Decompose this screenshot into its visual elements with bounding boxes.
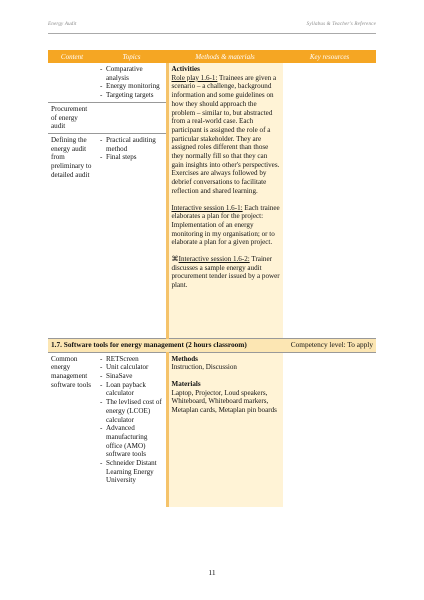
topics-cell <box>96 133 167 338</box>
table-header-row <box>48 50 376 63</box>
topic-item: - Targeting targets <box>99 91 163 100</box>
running-header-left: Energy Audit <box>48 22 77 27</box>
topic-item: - Loan payback calculator <box>99 381 163 398</box>
roleplay-paragraph <box>172 74 281 196</box>
materials-text: Laptop, Projector, Loud speakers, Whiteboard, Whiteboard markers, Metaplan cards, Metaplan pin boards <box>171 388 277 415</box>
header-topics: Topics <box>96 50 167 63</box>
section-heading-row <box>48 338 376 352</box>
header-rule <box>48 33 376 34</box>
content-cell: Procurement of energy audit <box>48 102 96 133</box>
activities-title: Activities <box>171 65 200 73</box>
command-icon: ⌘ <box>171 255 179 264</box>
topic-item: - Energy monitoring <box>99 82 163 91</box>
topic-item: - The levlised cost of energy (LCOE) calculator <box>99 398 163 424</box>
methods-cell <box>167 63 283 338</box>
header-methods: Methods & materials <box>167 50 283 63</box>
topics-cell <box>96 63 167 102</box>
key-resources-cell <box>283 352 376 507</box>
content-cell <box>48 63 96 102</box>
competency-level: Competency level: To apply <box>283 338 376 352</box>
topic-item: - Comparative analysis <box>99 65 163 82</box>
session2-paragraph <box>172 255 281 290</box>
topics-cell <box>96 352 167 507</box>
topic-item: - Unit calculator <box>99 363 163 372</box>
page-number: 11 <box>208 568 216 577</box>
topic-item: - Advanced manufacturing office (AMO) software tools <box>99 424 163 459</box>
key-resources-cell <box>283 63 376 338</box>
roleplay-text: Trainees are given a scenario – a challenge, background information and some guidelines on how they should approach the problem – similar to, but abstracted from a real-world case. Each participant is assigned the role of a particular stakeholder. They are assigned roles different than those they normally fill so that they can gain insights into other's perspectives. Exercises are always followed by debrief conversations to facilitate reflection and shared learning. <box>171 73 280 195</box>
session2-link: Interactive session 1.6-2: <box>178 255 250 264</box>
running-header-right: Syllabus & Teacher's Reference <box>306 22 376 27</box>
table-row <box>48 63 376 102</box>
materials-title: Materials <box>171 380 201 389</box>
session1-link: Interactive session 1.6-1: <box>171 203 243 212</box>
session2-text: Trainer discusses a sample energy audit procurement tender issued by a power plant. <box>171 255 280 290</box>
topic-item: - Schneider Distant Learning Energy University <box>99 459 163 485</box>
topic-item: - Final steps <box>99 153 163 162</box>
topic-item: - Practical auditing method <box>99 136 163 153</box>
session1-text: Each trainee elaborates a plan for the project: Implementation of an energy monitoring in my organisation; or to elaborate a plan for a given project. <box>171 203 280 247</box>
table-row <box>48 352 376 507</box>
roleplay-link: Role play 1.6-1: <box>171 73 218 82</box>
header-key-resources: Key resources <box>283 50 376 63</box>
syllabus-table <box>48 50 376 507</box>
section-title: 1.7. Software tools for energy management (2 hours classroom) <box>48 338 283 352</box>
content-cell: Common energy management software tools <box>51 354 91 389</box>
methods-text: Instruction, Discussion <box>171 363 237 372</box>
topic-item: - SinaSave <box>99 372 163 381</box>
header-content: Content <box>48 50 96 63</box>
content-cell: Defining the energy audit from preliminary to detailed audit <box>48 133 96 338</box>
topics-cell <box>96 102 167 133</box>
methods-title: Methods <box>171 354 198 363</box>
methods-cell <box>167 352 283 507</box>
session1-paragraph <box>172 204 281 248</box>
topic-item: - RETScreen <box>99 355 163 364</box>
